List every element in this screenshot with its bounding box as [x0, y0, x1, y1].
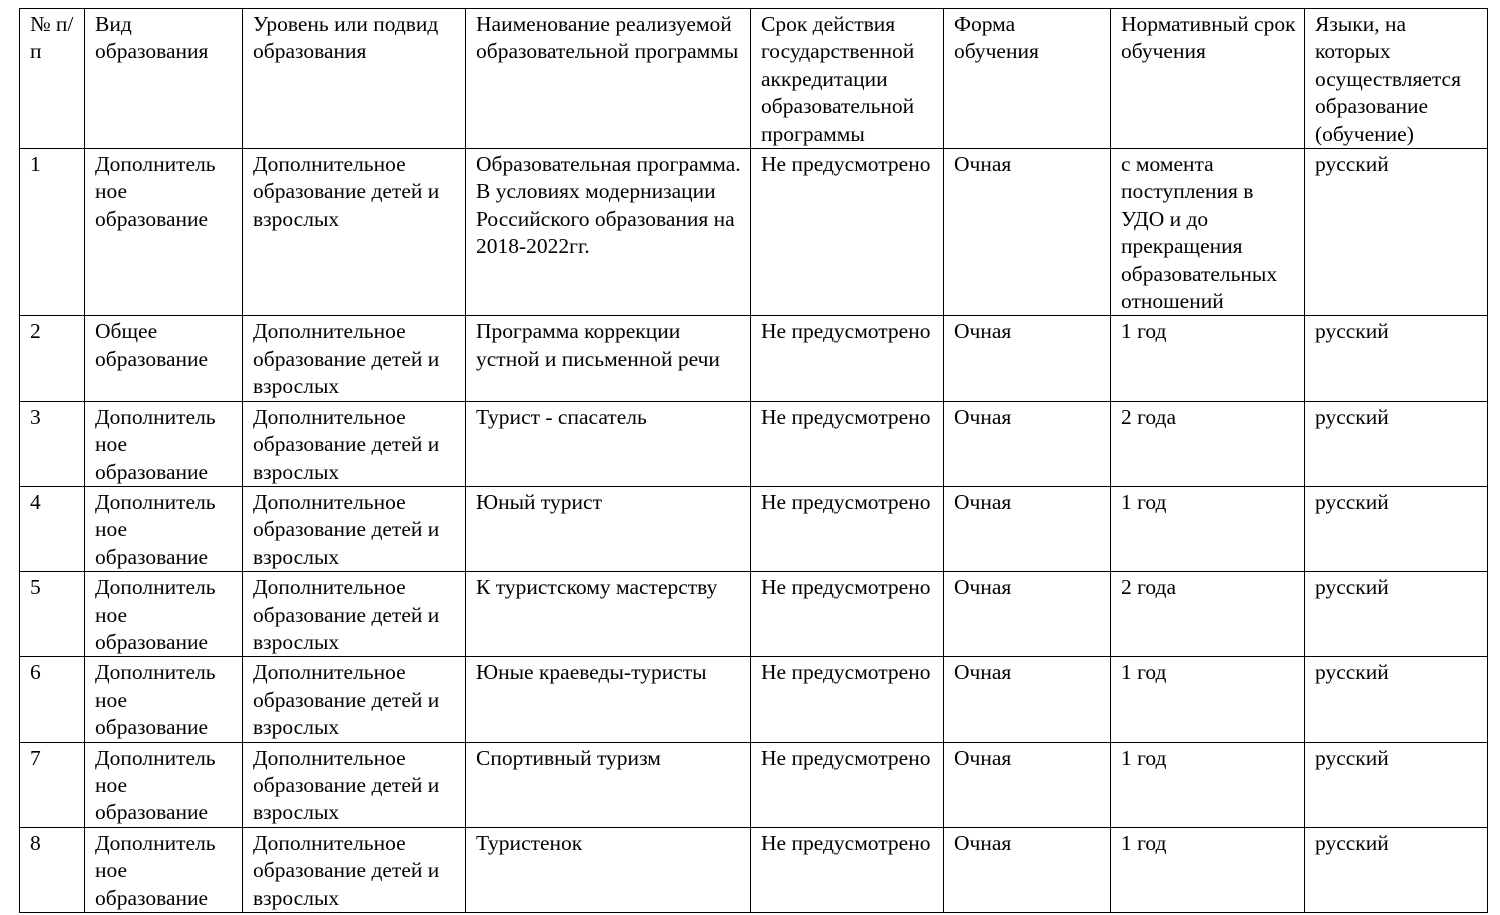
cell-program-name: Спортивный туризм: [466, 742, 751, 827]
header-row: [20, 9, 1488, 149]
cell-study-form: Очная: [944, 316, 1111, 401]
header-study-form: Форма обучения: [944, 9, 1111, 149]
cell-number: 2: [20, 316, 85, 401]
table-row: [20, 149, 1488, 316]
cell-language: русский: [1305, 316, 1488, 401]
cell-program-name: Программа коррекции устной и письменной речи: [466, 316, 751, 401]
cell-education-type: Дополнитель ное образование: [85, 149, 243, 316]
header-education-type: Вид образования: [85, 9, 243, 149]
table-row: [20, 401, 1488, 486]
cell-study-form: Очная: [944, 572, 1111, 657]
cell-number: 4: [20, 486, 85, 571]
cell-education-level: Дополнительное образование детей и взрослых: [243, 316, 466, 401]
cell-program-name: Туристенок: [466, 827, 751, 912]
cell-accreditation-term: Не предусмотрено: [751, 486, 944, 571]
cell-education-level: Дополнительное образование детей и взрослых: [243, 572, 466, 657]
cell-education-type: Общее образование: [85, 316, 243, 401]
cell-accreditation-term: Не предусмотрено: [751, 149, 944, 316]
cell-study-duration: 1 год: [1111, 657, 1305, 742]
header-education-level: Уровень или подвид образования: [243, 9, 466, 149]
cell-study-duration: 1 год: [1111, 316, 1305, 401]
cell-number: 6: [20, 657, 85, 742]
cell-program-name: Образовательная программа. В условиях модернизации Российского образования на 2018-2022гг.: [466, 149, 751, 316]
cell-language: русский: [1305, 149, 1488, 316]
cell-accreditation-term: Не предусмотрено: [751, 572, 944, 657]
header-number: № п/п: [20, 9, 85, 149]
cell-number: 1: [20, 149, 85, 316]
cell-education-type: Дополнитель ное образование: [85, 486, 243, 571]
cell-study-duration: с момента поступления в УДО и до прекращения образовательных отношений: [1111, 149, 1305, 316]
cell-education-level: Дополнительное образование детей и взрослых: [243, 401, 466, 486]
cell-number: 7: [20, 742, 85, 827]
cell-study-duration: 2 года: [1111, 401, 1305, 486]
table-row: [20, 827, 1488, 912]
cell-language: русский: [1305, 572, 1488, 657]
cell-study-duration: 1 год: [1111, 486, 1305, 571]
cell-education-type: Дополнитель ное образование: [85, 572, 243, 657]
table-row: [20, 742, 1488, 827]
cell-education-level: Дополнительное образование детей и взрослых: [243, 657, 466, 742]
cell-education-level: Дополнительное образование детей и взрослых: [243, 742, 466, 827]
cell-language: русский: [1305, 401, 1488, 486]
cell-education-type: Дополнитель ное образование: [85, 742, 243, 827]
header-languages: Языки, на которых осуществляется образование (обучение): [1305, 9, 1488, 149]
cell-program-name: К туристскому мастерству: [466, 572, 751, 657]
cell-study-duration: 2 года: [1111, 572, 1305, 657]
cell-accreditation-term: Не предусмотрено: [751, 657, 944, 742]
cell-study-form: Очная: [944, 742, 1111, 827]
cell-education-level: Дополнительное образование детей и взрослых: [243, 827, 466, 912]
cell-accreditation-term: Не предусмотрено: [751, 401, 944, 486]
cell-study-duration: 1 год: [1111, 827, 1305, 912]
cell-study-form: Очная: [944, 401, 1111, 486]
cell-study-form: Очная: [944, 827, 1111, 912]
cell-program-name: Юный турист: [466, 486, 751, 571]
programs-table: [19, 8, 1488, 913]
cell-accreditation-term: Не предусмотрено: [751, 316, 944, 401]
cell-study-form: Очная: [944, 486, 1111, 571]
cell-program-name: Турист - спасатель: [466, 401, 751, 486]
cell-education-type: Дополнитель ное образование: [85, 827, 243, 912]
cell-language: русский: [1305, 486, 1488, 571]
table-row: [20, 657, 1488, 742]
header-study-duration: Нормативный срок обучения: [1111, 9, 1305, 149]
cell-number: 5: [20, 572, 85, 657]
cell-education-level: Дополнительное образование детей и взрослых: [243, 149, 466, 316]
cell-study-form: Очная: [944, 657, 1111, 742]
cell-language: русский: [1305, 657, 1488, 742]
table-row: [20, 572, 1488, 657]
cell-language: русский: [1305, 742, 1488, 827]
cell-accreditation-term: Не предусмотрено: [751, 742, 944, 827]
cell-program-name: Юные краеведы-туристы: [466, 657, 751, 742]
cell-number: 8: [20, 827, 85, 912]
table-row: [20, 486, 1488, 571]
header-accreditation-term: Срок действия государственной аккредитации образовательной программы: [751, 9, 944, 149]
cell-education-type: Дополнитель ное образование: [85, 657, 243, 742]
cell-language: русский: [1305, 827, 1488, 912]
cell-study-duration: 1 год: [1111, 742, 1305, 827]
header-program-name: Наименование реализуемой образовательной программы: [466, 9, 751, 149]
table-row: [20, 316, 1488, 401]
cell-education-level: Дополнительное образование детей и взрослых: [243, 486, 466, 571]
cell-number: 3: [20, 401, 85, 486]
cell-accreditation-term: Не предусмотрено: [751, 827, 944, 912]
cell-study-form: Очная: [944, 149, 1111, 316]
cell-education-type: Дополнитель ное образование: [85, 401, 243, 486]
